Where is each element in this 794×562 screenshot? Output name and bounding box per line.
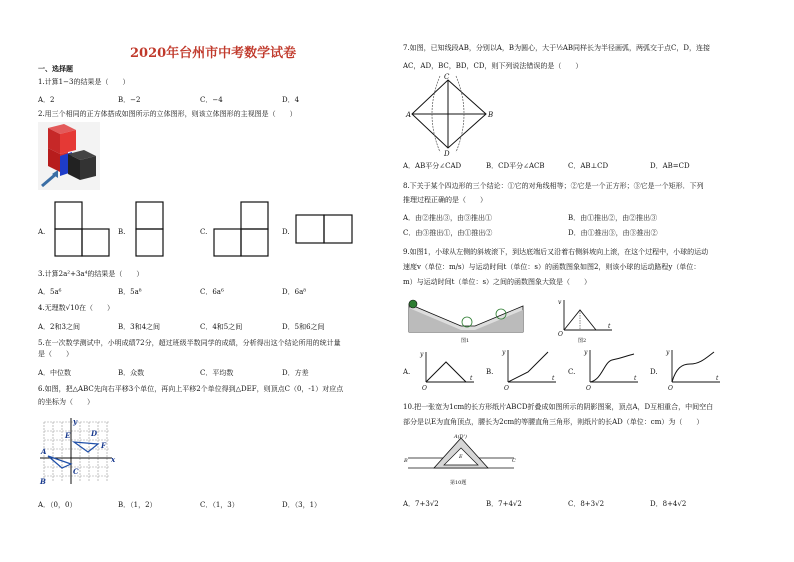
q9-c-o-label: O — [586, 385, 591, 392]
q10-label-c: C — [512, 458, 516, 464]
q8-option-a[interactable]: A．由②推出③，由③推出① — [403, 214, 493, 222]
q5-text-line2: 是（ ） — [38, 350, 73, 358]
q10-option-c[interactable]: C．8+3√2 — [568, 500, 605, 508]
q7-label-d: D — [444, 150, 450, 158]
q10-label-ad: A(D') — [454, 434, 467, 440]
q9-option-a[interactable]: A. — [403, 368, 411, 376]
q3-option-b[interactable]: B．5a⁸ — [118, 288, 142, 296]
page-title: 2020年台州市中考数学试卷 — [130, 46, 297, 61]
q10-option-d[interactable]: D．8+4√2 — [650, 500, 687, 508]
q6-label-x: x — [111, 455, 116, 464]
q10-folded-paper-figure — [404, 432, 520, 490]
q6-label-d: D — [91, 429, 98, 438]
q6-label-c: C — [73, 467, 79, 476]
q7-text-line1: 7.如图，已知线段AB，分别以A，B为圆心，大于½AB同样长为半径画弧，两弧交于点C，D，连接 — [403, 44, 711, 52]
q9-text-line2: 速度v（单位：m/s）与运动时间t（单位：s）的函数图象如图2，则该小球的运动路程y（单位： — [403, 263, 701, 271]
q2-figure-b[interactable] — [136, 202, 164, 256]
q9-option-d[interactable]: D. — [650, 368, 658, 376]
q9-a-t-label: t — [470, 375, 473, 382]
q6-option-d[interactable]: D．（3，1） — [282, 501, 322, 509]
q1-option-b[interactable]: B．−2 — [118, 96, 141, 104]
q9-graph-t-label: t — [608, 323, 611, 330]
q4-option-c[interactable]: C．4和5之间 — [200, 323, 243, 331]
q9-option-b-graph[interactable] — [500, 348, 560, 392]
q7-label-c: C — [444, 73, 450, 81]
q9-fig1-caption: 图1 — [461, 338, 470, 344]
q9-option-c[interactable]: C. — [568, 368, 576, 376]
q9-text-line1: 9.如图1，小球从左侧的斜坡滚下，到达底端后又沿着右侧斜坡向上滚，在这个过程中，小球的运动 — [403, 248, 709, 256]
q5-option-a[interactable]: A．中位数 — [38, 369, 72, 377]
q5-text-line1: 5.在一次数学测试中，小明成绩72分，超过班级半数同学的成绩，分析得出这个结论所用的统计量 — [38, 339, 341, 347]
q5-option-d[interactable]: D．方差 — [282, 369, 309, 377]
q6-text-line2: 的坐标为（ ） — [38, 398, 94, 406]
q6-label-e: E — [65, 431, 71, 440]
q7-text-line2: AC，AD，BC，BD，CD，则下列说法错误的是（ ） — [403, 62, 583, 70]
q8-option-b[interactable]: B．由①推出②，由②推出③ — [568, 214, 658, 222]
q9-b-t-label: t — [552, 375, 555, 382]
q3-option-a[interactable]: A．5a⁶ — [38, 288, 62, 296]
q4-option-b[interactable]: B．3和4之间 — [118, 323, 161, 331]
q9-c-t-label: t — [634, 375, 637, 382]
q3-option-d[interactable]: D．6a⁸ — [282, 288, 307, 296]
q2-option-c[interactable]: C. — [200, 228, 208, 236]
q7-option-a[interactable]: A．AB平分∠CAD — [403, 162, 462, 170]
q7-label-a: A — [406, 111, 412, 119]
q9-option-b[interactable]: B. — [486, 368, 494, 376]
q1-option-a[interactable]: A．2 — [38, 96, 55, 104]
q9-slope-figure — [405, 296, 529, 344]
q6-coordinate-figure — [38, 416, 118, 488]
q7-label-b: B — [488, 111, 494, 119]
q10-fig-caption: 第10题 — [450, 480, 467, 486]
q7-option-b[interactable]: B．CD平分∠ACB — [486, 162, 545, 170]
q2-text: 2.用三个相同的正方体搭成如图所示的立体图形，则该立体图形的主视图是（ ） — [38, 110, 297, 118]
q1-option-d[interactable]: D．4 — [282, 96, 300, 104]
q2-option-a[interactable]: A. — [38, 228, 46, 236]
q9-d-t-label: t — [716, 375, 719, 382]
q9-c-y-label: y — [584, 349, 588, 356]
q8-option-d[interactable]: D．由①推出③，由③推出② — [568, 229, 658, 237]
q6-label-b: B — [40, 477, 46, 486]
q2-figure-d[interactable] — [296, 215, 354, 245]
q6-option-c[interactable]: C．（1，3） — [200, 501, 239, 509]
q9-velocity-graph — [556, 298, 616, 346]
q8-text-line2: 推理过程正确的是（ ） — [403, 196, 487, 204]
q4-option-a[interactable]: A．2和3之间 — [38, 323, 80, 331]
q6-option-a[interactable]: A．（0，0） — [38, 501, 77, 509]
q9-option-d-graph[interactable] — [664, 348, 724, 392]
q9-b-o-label: O — [504, 385, 509, 392]
q2-option-d[interactable]: D. — [282, 228, 290, 236]
cube-stack-figure — [38, 122, 100, 190]
q7-rhombus-figure — [406, 73, 494, 158]
q5-option-c[interactable]: C．平均数 — [200, 369, 234, 377]
q6-label-a: A — [41, 447, 47, 456]
q2-figure-a[interactable] — [55, 202, 111, 256]
q6-label-f: F — [101, 441, 106, 450]
q7-option-d[interactable]: D．AB=CD — [650, 162, 690, 170]
q8-text-line1: 8.下关于某个四边形的三个结论：①它的对角线相等；②它是一个正方形；③它是一个矩形．下列 — [403, 182, 704, 190]
q9-option-c-graph[interactable] — [582, 348, 642, 392]
q9-graph-o-label: O — [558, 331, 563, 338]
q9-d-y-label: y — [666, 349, 670, 356]
q9-option-a-graph[interactable] — [418, 350, 478, 392]
q3-option-c[interactable]: C．6a⁶ — [200, 288, 224, 296]
q9-d-o-label: O — [668, 385, 673, 392]
q10-label-b: B — [404, 458, 408, 464]
q9-text-line3: m）与运动时间t（单位：s）之间的函数图象大致是（ ） — [403, 278, 592, 286]
q1-text: 1.计算1−3的结果是（ ） — [38, 78, 130, 86]
q9-a-o-label: O — [422, 385, 427, 392]
q10-text-line1: 10.把一张宽为1cm的长方形纸片ABCD折叠成如图所示的阴影图案，顶点A，D互相重合，中间空白 — [403, 403, 714, 411]
section-heading: 一、选择题 — [38, 64, 73, 73]
q9-b-y-label: y — [502, 349, 506, 356]
q3-text: 3.计算2a²+3a⁴的结果是（ ） — [38, 270, 144, 278]
q5-option-b[interactable]: B．众数 — [118, 369, 145, 377]
q9-fig2-caption: 图2 — [578, 338, 587, 344]
q2-option-b[interactable]: B. — [118, 228, 126, 236]
q2-figure-c[interactable] — [214, 202, 270, 256]
q6-option-b[interactable]: B．（1，2） — [118, 501, 157, 509]
q7-option-c[interactable]: C．AB⊥CD — [568, 162, 609, 170]
q10-label-e: E — [459, 454, 463, 460]
q10-option-a[interactable]: A．7+3√2 — [403, 500, 439, 508]
q8-option-c[interactable]: C．由③推出①，由①推出② — [403, 229, 493, 237]
q6-text-line1: 6.如图，把△ABC先向右平移3个单位，再向上平移2个单位得到△DEF，则顶点C（0，-1）对应点 — [38, 385, 344, 393]
q4-option-d[interactable]: D．5和6之间 — [282, 323, 325, 331]
q9-graph-v-label: v — [558, 299, 562, 306]
q10-option-b[interactable]: B．7+4√2 — [486, 500, 522, 508]
q9-a-y-label: y — [420, 351, 424, 358]
q1-option-c[interactable]: C．−4 — [200, 96, 223, 104]
q10-text-line2: 部分是以E为直角顶点，腰长为2cm的等腰直角三角形，则纸片的长AD（单位：cm）为（ ） — [403, 418, 704, 426]
q4-text: 4.无理数√10在（ ） — [38, 304, 115, 312]
q6-label-y: y — [73, 417, 78, 426]
